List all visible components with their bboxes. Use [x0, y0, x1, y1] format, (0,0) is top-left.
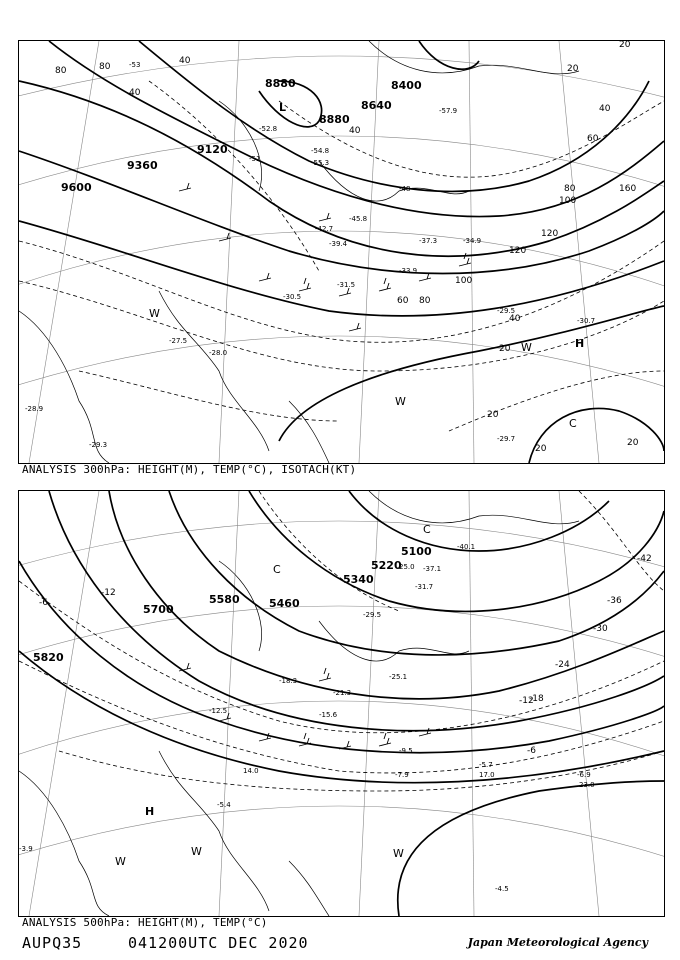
isotach-label: 20 [487, 410, 499, 420]
station-label: -37.1 [423, 565, 442, 573]
temp-label: -48 [399, 185, 411, 193]
agency-name: Japan Meteorological Agency [467, 936, 648, 949]
height-label: 8880 [265, 77, 296, 90]
temp-label: -33.9 [399, 267, 418, 275]
station-label: -21.3 [333, 689, 352, 697]
station-label: -25.1 [389, 673, 408, 681]
temp-label: -55.3 [311, 159, 330, 167]
station-label: -29.5 [363, 611, 382, 619]
temp-label: -34.9 [463, 237, 482, 245]
chart-code: AUPQ35 [22, 934, 83, 952]
temp-label: -28.0 [209, 349, 228, 357]
height-label: 5100 [401, 545, 432, 558]
height-label: 5220 [371, 559, 402, 572]
warm-symbol: W [191, 845, 202, 858]
station-label: 25.0 [399, 563, 415, 571]
station-label: -3.9 [19, 845, 33, 853]
isotherm-label: -12 [519, 696, 534, 706]
temp-label: -31.5 [337, 281, 356, 289]
temp-label: -27.5 [169, 337, 188, 345]
isotach-label: 80 [99, 62, 111, 72]
temp-label: -29.5 [497, 307, 516, 315]
isotherm-label: -36 [607, 596, 622, 606]
isotherm-label: -6 [39, 598, 48, 608]
isotach-label: 120 [509, 246, 527, 256]
temp-label: -30.5 [283, 293, 302, 301]
isotach-label: 60 [397, 296, 409, 306]
temp-label: -30.7 [577, 317, 596, 325]
station-label: -18.3 [279, 677, 298, 685]
coastline-500 [19, 491, 579, 916]
chart-500hpa [18, 490, 665, 917]
isotach-label: 60 [587, 134, 599, 144]
isotherm-label: -6 [527, 746, 536, 756]
cold-symbol: C [423, 523, 431, 536]
isotach-label: 40 [509, 314, 521, 324]
cold-symbol: C [569, 417, 577, 430]
station-label: 14.0 [243, 767, 259, 775]
high-symbol: H [575, 337, 585, 350]
isotachs-300 [19, 81, 664, 431]
isotherm-label: -30 [593, 624, 608, 634]
temp-label: -51 [249, 155, 261, 163]
station-label: 23.0 [579, 781, 595, 789]
temp-label: -54.8 [311, 147, 330, 155]
coastline-300 [19, 41, 579, 463]
high-symbol: H [145, 805, 155, 818]
height-contours-300 [19, 41, 664, 463]
low-symbol: L [279, 101, 287, 114]
isotherm-label: -12 [101, 588, 116, 598]
temp-label: -39.4 [329, 240, 348, 248]
temp-label: -52.8 [259, 125, 278, 133]
isotherm-label: -18 [529, 694, 544, 704]
height-labels-300 [61, 77, 422, 194]
temp-label: -29.3 [89, 441, 108, 449]
height-label: 5580 [209, 593, 240, 606]
isotach-label: 100 [559, 196, 577, 206]
isotherms-500 [19, 491, 664, 791]
station-label: -15.6 [319, 711, 338, 719]
chart-valid-time: 041200UTC DEC 2020 [128, 934, 309, 952]
station-label: -5.7 [479, 761, 493, 769]
isotach-label: 80 [419, 296, 431, 306]
station-label: -9.5 [399, 747, 413, 755]
warm-symbol: W [115, 855, 126, 868]
station-label: -40.1 [457, 543, 476, 551]
caption-300hpa: ANALYSIS 300hPa: HEIGHT(M), TEMP(°C), ISOTACH(KT) [22, 463, 357, 476]
height-label: 5460 [269, 597, 300, 610]
isotach-label: 20 [535, 444, 547, 454]
height-label: 8880 [319, 113, 350, 126]
station-label: -4.5 [495, 885, 509, 893]
graticule-500 [19, 491, 664, 916]
isotach-label: 20 [619, 41, 631, 50]
height-label: 9120 [197, 143, 228, 156]
height-label: 5820 [33, 651, 64, 664]
isotach-label: 40 [179, 56, 191, 66]
temp-label: -28.9 [25, 405, 44, 413]
warm-symbol: W [149, 307, 160, 320]
isotach-label: 40 [349, 126, 361, 136]
temp-label: -53 [129, 61, 141, 69]
chart-300hpa [18, 40, 665, 464]
map-500hpa [19, 491, 664, 916]
height-label: 9600 [61, 181, 92, 194]
station-label: -5.4 [217, 801, 231, 809]
wind-barbs-300 [179, 183, 471, 331]
warm-symbol: W [393, 847, 404, 860]
isotach-label: 80 [564, 184, 576, 194]
height-label: 5700 [143, 603, 174, 616]
station-label: -31.7 [415, 583, 434, 591]
graticule-300 [19, 41, 664, 463]
warm-symbol: W [395, 395, 406, 408]
warm-symbol: W [521, 341, 532, 354]
cold-symbol: C [273, 563, 281, 576]
isotach-label: 20 [567, 64, 579, 74]
isotach-label: 20 [627, 438, 639, 448]
station-label: -6.9 [577, 771, 591, 779]
temp-label: -37.3 [419, 237, 438, 245]
isotach-label: 20 [499, 344, 511, 354]
isotach-label: 160 [619, 184, 637, 194]
map-300hpa [19, 41, 664, 463]
height-label: 8400 [391, 79, 422, 92]
station-label: -7.9 [395, 771, 409, 779]
isotach-label: 40 [599, 104, 611, 114]
isotach-label: 120 [541, 229, 559, 239]
caption-500hpa: ANALYSIS 500hPa: HEIGHT(M), TEMP(°C) [22, 916, 268, 929]
height-contours-500 [19, 491, 664, 916]
height-label: 5340 [343, 573, 374, 586]
height-label: 8640 [361, 99, 392, 112]
isotherm-label: -42 [637, 554, 652, 564]
station-label: 17.0 [479, 771, 495, 779]
temp-label: -45.8 [349, 215, 368, 223]
isotach-label: 40 [129, 88, 141, 98]
height-labels-500 [33, 545, 432, 664]
height-label: 9360 [127, 159, 158, 172]
station-label: -12.5 [209, 707, 228, 715]
temp-label: -57.9 [439, 107, 458, 115]
temp-label: -29.7 [497, 435, 516, 443]
isotach-label: 80 [55, 66, 67, 76]
isotach-label: 100 [455, 276, 473, 286]
isotherm-label: -24 [555, 660, 570, 670]
temp-label: -42.7 [315, 225, 334, 233]
